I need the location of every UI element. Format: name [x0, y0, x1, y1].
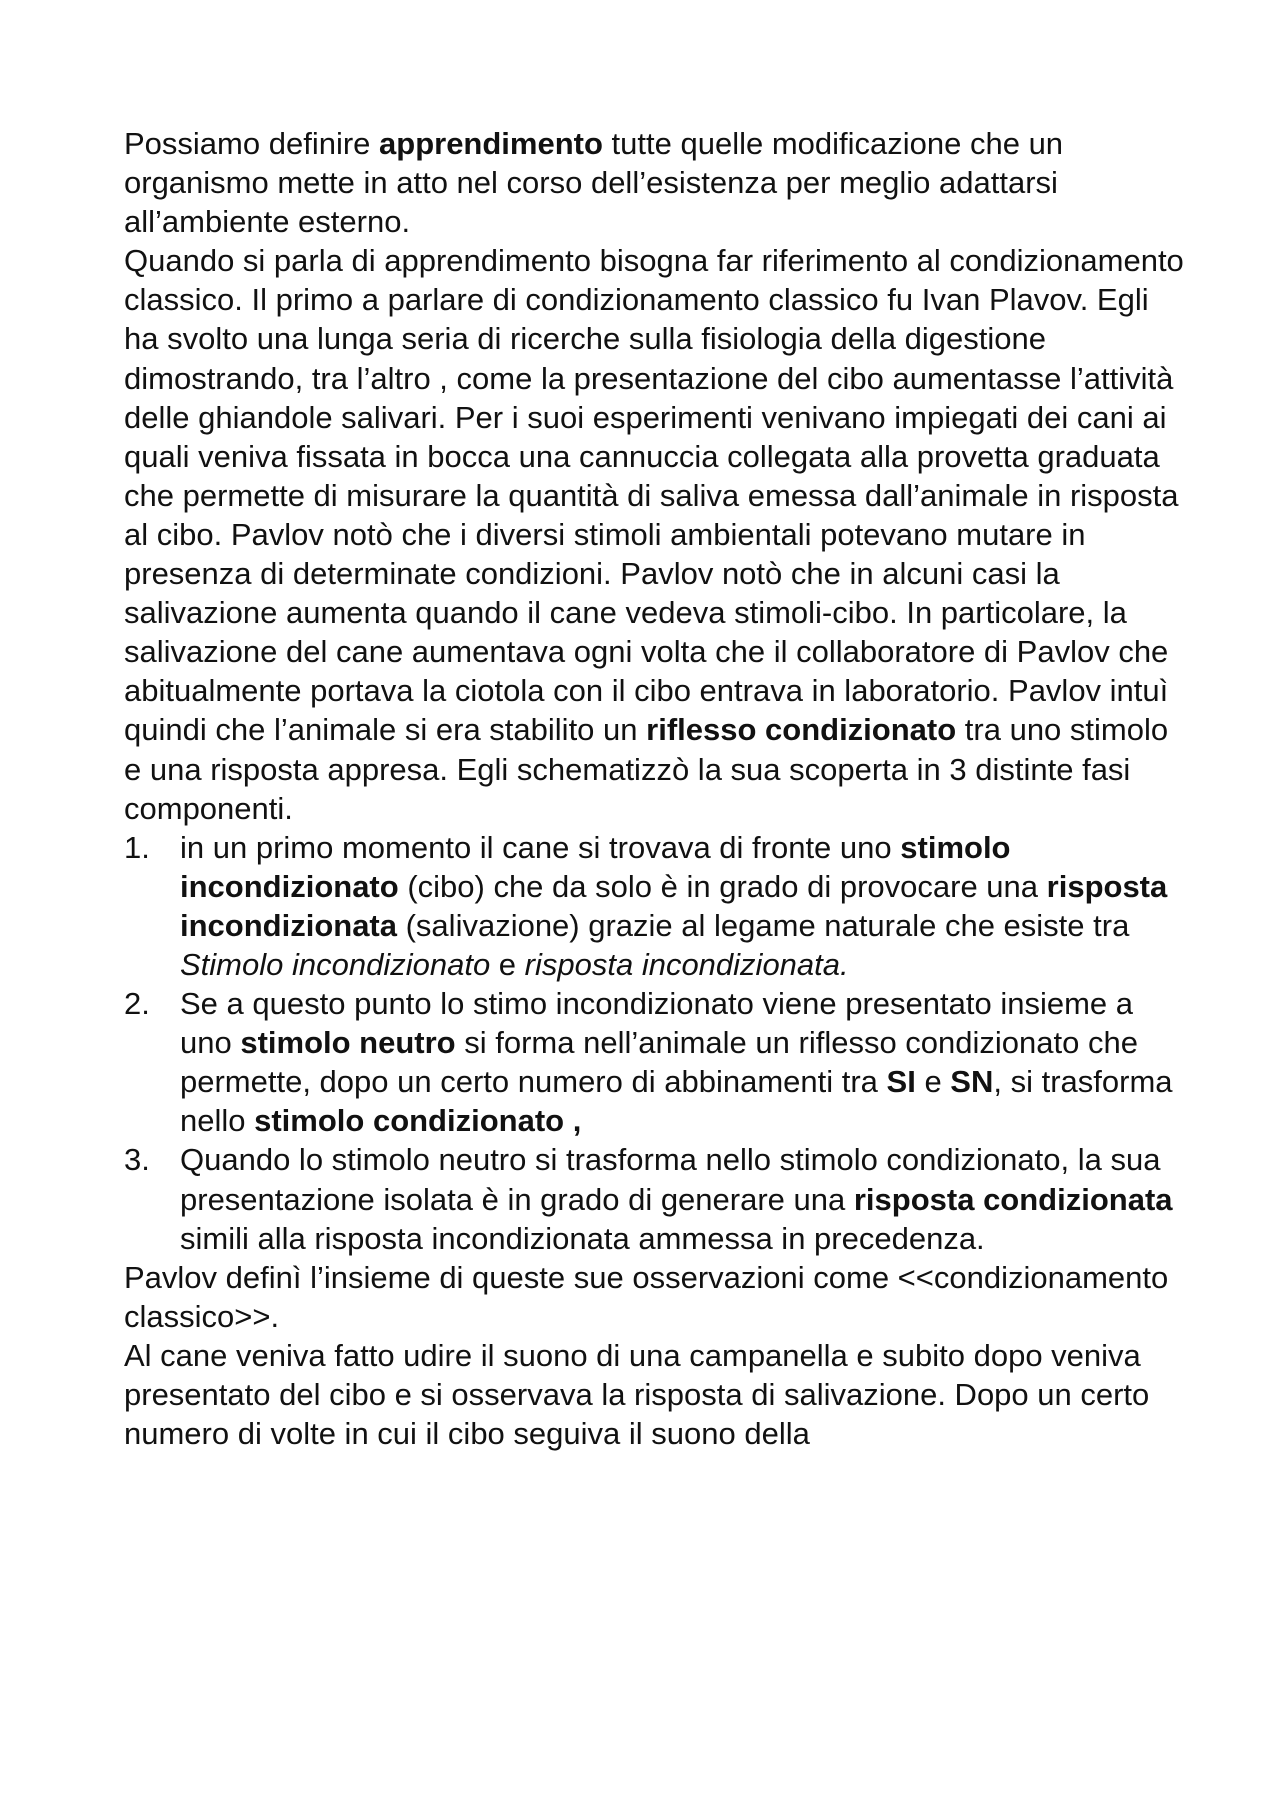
document-page [124, 124, 1184, 1453]
intro-paragraph-1 [124, 124, 1184, 241]
term-stimolo-neutro: stimolo neutro [240, 1025, 456, 1061]
list-number: 1. [124, 829, 150, 865]
text-segment: e [915, 1064, 951, 1100]
term-si: SI [886, 1064, 916, 1100]
italic-term: risposta incondizionata. [524, 946, 849, 982]
intro-paragraph-2 [124, 241, 1184, 827]
term-sn: SN [950, 1064, 994, 1100]
phase-item-3 [124, 1140, 1184, 1257]
text-segment: si forma nell’animale un riflesso condizionato che permette, dopo un certo numero di abbinamenti tra [180, 1025, 1138, 1100]
term-stimolo-condizionato: stimolo condizionato , [254, 1103, 582, 1139]
text-segment: (salivazione) grazie al legame naturale che esiste tra [397, 907, 1130, 943]
term-risposta-incondizionata: risposta incondizionata [180, 868, 1168, 943]
text-segment: (cibo) che da solo è in grado di provocare una [398, 868, 1047, 904]
text-segment: Possiamo definire [124, 126, 380, 161]
outro-paragraph-2: Al cane veniva fatto udire il suono di una campanella e subito dopo veniva presentato del cibo e si osservava la risposta di salivazione. Dopo un certo numero di volte in cui il cibo seguiva il suono della [124, 1337, 1150, 1452]
phase-item-2 [124, 984, 1184, 1140]
term-risposta-condizionata: risposta condizionata [853, 1181, 1173, 1217]
text-segment: , si trasforma nello [180, 1064, 1173, 1139]
outro-paragraph-1: Pavlov definì l’insieme di queste sue osservazioni come <<condizionamento classico>>. [124, 1259, 1169, 1334]
text-segment: Quando lo stimolo neutro si trasforma nello stimolo condizionato, la sua presentazione isolata è in grado di generare una [180, 1142, 1161, 1217]
term-riflesso-condizionato: riflesso condizionato [646, 712, 957, 748]
text-segment: Se a questo punto lo stimo incondizionato viene presentato insieme a uno [180, 986, 1133, 1061]
text-segment: simili alla risposta incondizionata ammessa in precedenza. [180, 1220, 985, 1256]
phases-list [124, 828, 1184, 1258]
text-segment: Quando si parla di apprendimento bisogna far riferimento al condizionamento classico. Il primo a parlare di condizionamento classico fu Ivan Plavov. Egli ha svolto una lunga seria di ricerche sulla fisiologia della digestione dimostrando, tra l’altro , come la presentazione del cibo aumentasse l’attività delle ghiandole salivari. Per i suoi esperimenti venivano impiegati dei cani ai quali veniva fissata in bocca una cannuccia collegata alla provetta graduata che permette di misurare la quantità di saliva emessa dall’animale in risposta al cibo. Pavlov notò che i diversi stimoli ambientali potevano mutare in presenza di determinate condizioni. Pavlov notò che in alcuni casi la salivazione aumenta quando il cane vedeva stimoli-cibo. In particolare, la salivazione del cane aumentava ogni volta che il collaboratore di Pavlov che abitualmente portava la ciotola con il cibo entrava in laboratorio. Pavlov intuì quindi che l’animale si era stabilito un [124, 243, 1184, 748]
text-segment: tutte quelle modificazione che un organismo mette in atto nel corso dell’esistenza per meglio adattarsi all’ambiente esterno. [124, 126, 1064, 240]
text-segment: e [490, 946, 525, 982]
term-stimolo-incondizionato: stimolo incondizionato [180, 829, 1011, 904]
term-apprendimento: apprendimento [379, 126, 603, 161]
list-number: 3. [124, 1142, 150, 1178]
text-segment: in un primo momento il cane si trovava di fronte uno [180, 829, 901, 865]
phase-item-1 [124, 828, 1184, 984]
italic-term: Stimolo incondizionato [180, 946, 491, 982]
list-number: 2. [124, 986, 150, 1022]
text-segment: tra uno stimolo e una risposta appresa. Egli schematizzò la sua scoperta in 3 distinte fasi componenti. [124, 712, 1169, 826]
